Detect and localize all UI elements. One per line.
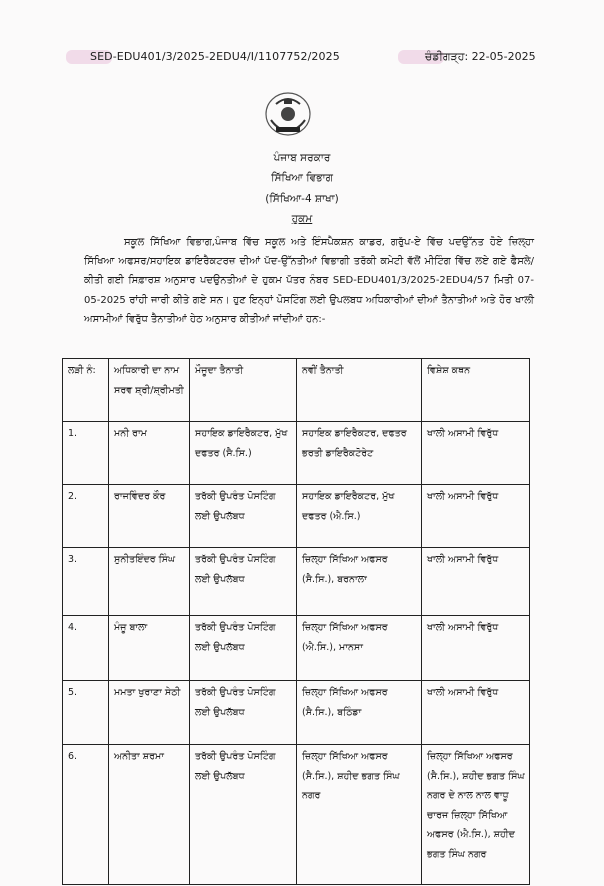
- cell-remarks: ਖਾਲੀ ਅਸਾਮੀ ਵਿਰੁੱਧ: [422, 616, 530, 681]
- cell-new-posting: ਜ਼ਿਲ੍ਹਾ ਸਿੱਖਿਆ ਅਫਸਰ (ਐ.ਸਿ.), ਮਾਨਸਾ: [297, 616, 422, 681]
- table-row: [63, 745, 530, 885]
- cell-current-posting: ਤਰੱਕੀ ਉਪਰੰਤ ਪੋਸਟਿੰਗ ਲਈ ਉਪਲੱਬਧ: [190, 548, 297, 616]
- cell-new-posting: ਜ਼ਿਲ੍ਹਾ ਸਿੱਖਿਆ ਅਫਸਰ (ਸੈ.ਸਿ.), ਸ਼ਹੀਦ ਭਗਤ ਸਿੰਘ ਨਗਰ: [297, 745, 422, 885]
- branch-name: (ਸਿੱਖਿਆ-4 ਸ਼ਾਖਾ): [265, 193, 339, 205]
- department-name: ਸਿੱਖਿਆ ਵਿਭਾਗ: [271, 172, 333, 184]
- cell-new-posting: ਜ਼ਿਲ੍ਹਾ ਸਿੱਖਿਆ ਅਫਸਰ (ਸੈ.ਸਿ.), ਬਰਨਾਲਾ: [297, 548, 422, 616]
- cell-new-posting: ਸਹਾਇਕ ਡਾਇਰੈਕਟਰ, ਦਫਤਰ ਭਰਤੀ ਡਾਇਰੈਕਟੋਰੇਟ: [297, 422, 422, 485]
- table-row: [63, 616, 530, 681]
- cell-new-posting: ਸਹਾਇਕ ਡਾਇਰੈਕਟਰ, ਮੁੱਖ ਦਫਤਰ (ਐ.ਸਿ.): [297, 485, 422, 548]
- cell-current-posting: ਤਰੱਕੀ ਉਪਰੰਤ ਪੋਸਟਿੰਗ ਲਈ ਉਪਲੱਬਧ: [190, 485, 297, 548]
- cell-remarks: ਖਾਲੀ ਅਸਾਮੀ ਵਿਰੁੱਧ: [422, 681, 530, 745]
- cell-new-posting: ਜ਼ਿਲ੍ਹਾ ਸਿੱਖਿਆ ਅਫਸਰ (ਸੈ.ਸਿ.), ਬਠਿੰਡਾ: [297, 681, 422, 745]
- cell-serial: 5.: [63, 681, 109, 745]
- order-title: ਹੁਕਮ: [291, 213, 313, 225]
- postings-table: [62, 358, 530, 885]
- cell-current-posting: ਤਰੱਕੀ ਉਪਰੰਤ ਪੋਸਟਿੰਗ ਲਈ ਉਪਲੱਬਧ: [190, 681, 297, 745]
- cell-current-posting: ਸਹਾਇਕ ਡਾਇਰੈਕਟਰ, ਮੁੱਖ ਦਫਤਰ (ਸੈ.ਸਿ.): [190, 422, 297, 485]
- col-header-new-posting: ਨਵੀਂ ਤੈਨਾਤੀ: [297, 359, 422, 422]
- reference-number: SED-EDU401/3/2025-2EDU4/I/1107752/2025: [90, 50, 340, 63]
- cell-current-posting: ਤਰੱਕੀ ਉਪਰੰਤ ਪੋਸਟਿੰਗ ਲਈ ਉਪਲੱਬਧ: [190, 616, 297, 681]
- cell-serial: 4.: [63, 616, 109, 681]
- issue-date: ਚੰਡੀਗੜ੍ਹ: 22-05-2025: [425, 50, 536, 63]
- cell-name: ਮਨੀ ਰਾਮ: [109, 422, 190, 485]
- col-header-serial: ਲੜੀ ਨੰ:: [63, 359, 109, 422]
- cell-serial: 6.: [63, 745, 109, 885]
- cell-serial: 3.: [63, 548, 109, 616]
- col-header-current-posting: ਮੌਜੂਦਾ ਤੈਨਾਤੀ: [190, 359, 297, 422]
- cell-serial: 1.: [63, 422, 109, 485]
- cell-name: ਮਮਤਾ ਖੁਰਾਣਾ ਸੇਠੀ: [109, 681, 190, 745]
- cell-name: ਸੁਨੀਤਇੰਦਰ ਸਿੰਘ: [109, 548, 190, 616]
- cell-current-posting: ਤਰੱਕੀ ਉਪਰੰਤ ਪੋਸਟਿੰਗ ਲਈ ਉਪਲੱਬਧ: [190, 745, 297, 885]
- cell-name: ਅਨੀਤਾ ਸ਼ਰਮਾ: [109, 745, 190, 885]
- cell-remarks: ਖਾਲੀ ਅਸਾਮੀ ਵਿਰੁੱਧ: [422, 485, 530, 548]
- cell-name: ਰਾਜਵਿੰਦਰ ਕੌਰ: [109, 485, 190, 548]
- cell-remarks: ਜ਼ਿਲ੍ਹਾ ਸਿੱਖਿਆ ਅਫਸਰ (ਸੈ.ਸਿ.), ਸ਼ਹੀਦ ਭਗਤ ਸਿੰਘ ਨਗਰ ਦੇ ਨਾਲ ਨਾਲ ਵਾਧੂ ਚਾਰਜ ਜ਼ਿਲ੍ਹਾ ਸਿੱਖਿਆ ਅਫਸਰ (ਐ.ਸਿ.), ਸ਼ਹੀਦ ਭਗਤ ਸਿੰਘ ਨਗਰ: [422, 745, 530, 885]
- col-header-remarks: ਵਿਸ਼ੇਸ਼ ਕਥਨ: [422, 359, 530, 422]
- cell-serial: 2.: [63, 485, 109, 548]
- table-row: [63, 548, 530, 616]
- table-row: [63, 422, 530, 485]
- col-header-officer-name: ਅਧਿਕਾਰੀ ਦਾ ਨਾਮ ਸਰਵ ਸ਼੍ਰੀ/ਸ਼੍ਰੀਮਤੀ: [109, 359, 190, 422]
- table-row: [63, 681, 530, 745]
- cell-remarks: ਖਾਲੀ ਅਸਾਮੀ ਵਿਰੁੱਧ: [422, 548, 530, 616]
- order-paragraph-text: ਸਕੂਲ ਸਿੱਖਿਆ ਵਿਭਾਗ,ਪੰਜਾਬ ਵਿੱਚ ਸਕੂਲ ਅਤੇ ਇੰਸਪੈਕਸ਼ਨ ਕਾਡਰ, ਗਰੁੱਪ-ਏ ਵਿੱਚ ਪਦਉੱਨਤ ਹੋਏ ਜ਼ਿਲ੍ਹਾ ਸਿੱਖਿਆ ਅਫਸਰ/ਸਹਾਇਕ ਡਾਇਰੈਕਟਰਜ਼ ਦੀਆਂ ਪੱਦ-ਉੱਨਤੀਆਂ ਵਿਭਾਗੀ ਤਰੱਕੀ ਕਮੇਟੀ ਵੱਲੋਂ ਮੀਟਿੰਗ ਵਿੱਚ ਲਏ ਗਏ ਫੈਸਲੇ/ਕੀਤੀ ਗਈ ਸਿਫ਼ਾਰਸ਼ ਅਨੁਸਾਰ ਪਦਉਨਤੀਆਂ ਦੇ ਹੁਕਮ ਪੱਤਰ ਨੰਬਰ SED-EDU401/3/2025-2EDU4/57 ਮਿਤੀ 07-05-2025 ਰਾਂਹੀ ਜਾਰੀ ਕੀਤੇ ਗਏ ਸਨ। ਹੁਣ ਇਨ੍ਹਾਂ ਪੋਸਟਿੰਗ ਲਈ ਉਪਲਬਧ ਅਧਿਕਾਰੀਆਂ ਦੀਆਂ ਤੈਨਾਤੀਆਂ ਅਤੇ ਹੋਰ ਖਾਲੀ ਅਸਾਮੀਆਂ ਵਿਰੁੱਧ ਤੈਨਾਤੀਆਂ ਹੇਠ ਅਨੁਸਾਰ ਕੀਤੀਆਂ ਜਾਂਦੀਆਂ ਹਨ:-: [84, 237, 534, 325]
- cell-name: ਮੰਜੂ ਬਾਲਾ: [109, 616, 190, 681]
- government-name: ਪੰਜਾਬ ਸਰਕਾਰ: [273, 152, 331, 164]
- cell-remarks: ਖਾਲੀ ਅਸਾਮੀ ਵਿਰੁੱਧ: [422, 422, 530, 485]
- table-row: [63, 485, 530, 548]
- order-paragraph: [84, 233, 534, 329]
- state-emblem-icon: [262, 90, 314, 140]
- table-header-row: [63, 359, 530, 422]
